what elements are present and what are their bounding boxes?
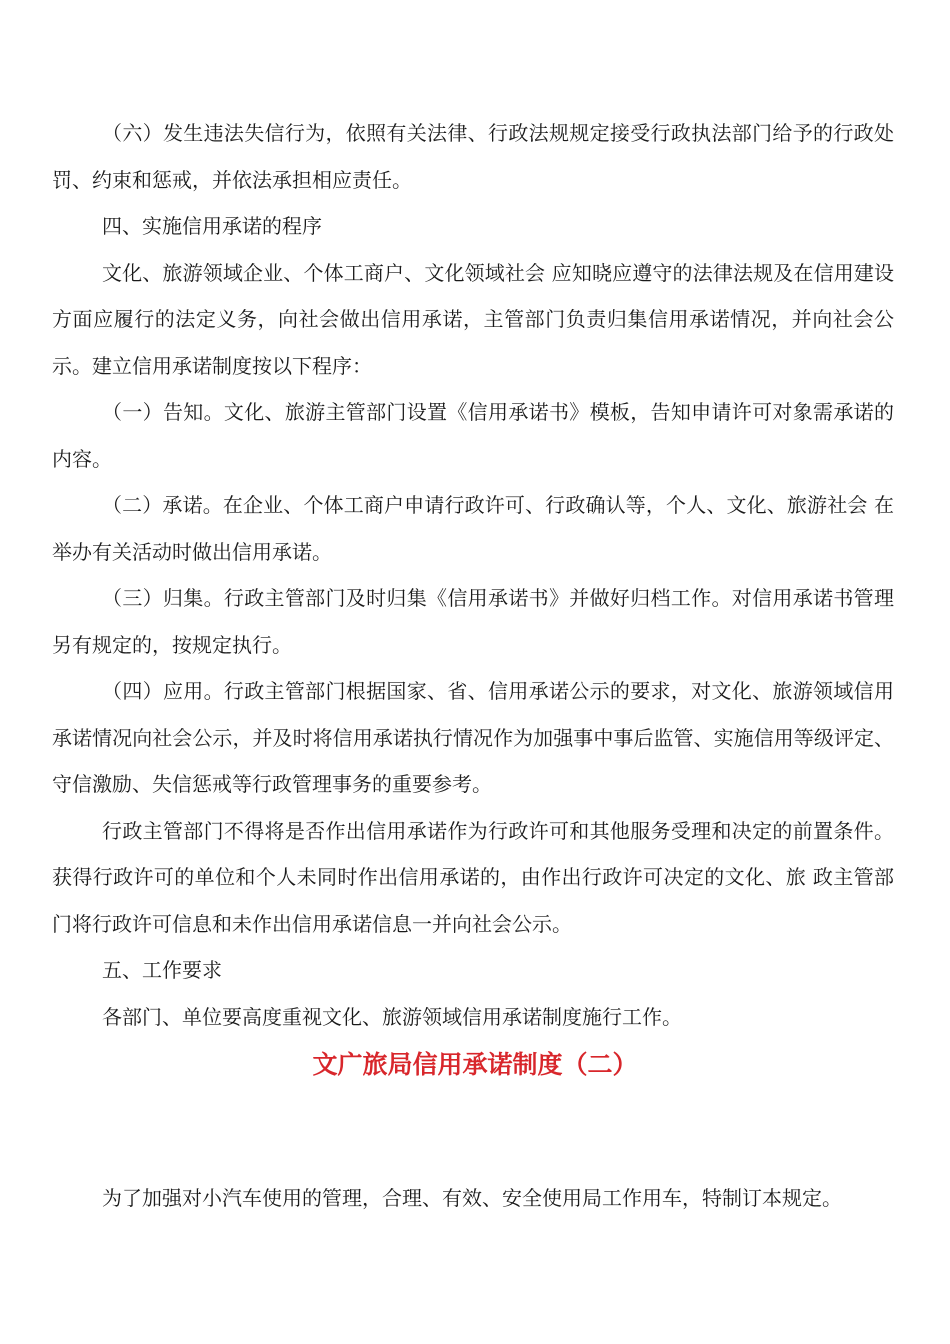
section-heading-requirements: 五、工作要求 bbox=[102, 958, 222, 982]
document-body-second bbox=[52, 1175, 894, 1222]
paragraph-step-inform: （一）告知。文化、旅游主管部门设置《信用承诺书》模板，告知申请许可对象需承诺的内容。 bbox=[52, 400, 894, 471]
paragraph-step-collect: （三）归集。行政主管部门及时归集《信用承诺书》并做好归档工作。对信用承诺书管理另有规定的，按规定执行。 bbox=[52, 586, 894, 657]
paragraph-step-apply: （四）应用。行政主管部门根据国家、省、信用承诺公示的要求，对文化、旅游领域信用承诺情况向社会公示，并及时将信用承诺执行情况作为加强事中事后监管、实施信用等级评定、守信激励、失信惩戒等行政管理事务的重要参考。 bbox=[52, 679, 894, 796]
section-heading-procedure: 四、实施信用承诺的程序 bbox=[102, 214, 322, 238]
document-body bbox=[52, 110, 894, 1040]
section-title: 文广旅局信用承诺制度（二） bbox=[312, 1050, 638, 1079]
paragraph-requirements: 各部门、单位要高度重视文化、旅游领域信用承诺制度施行工作。 bbox=[102, 1004, 682, 1029]
paragraph-item-6: （六）发生违法失信行为，依照有关法律、行政法规规定接受行政执法部门给予的行政处罚、约束和惩戒，并依法承担相应责任。 bbox=[52, 121, 894, 192]
paragraph-precondition: 行政主管部门不得将是否作出信用承诺作为行政许可和其他服务受理和决定的前置条件。获得行政许可的单位和个人未同时作出信用承诺的，由作出行政许可决定的文化、旅 政主管部门将行政许可信息和未作出信用承诺信息一并向社会公示。 bbox=[52, 818, 894, 936]
paragraph-step-commit: （二）承诺。在企业、个体工商户申请行政许可、行政确认等，个人、文化、旅游社会 在举办有关活动时做出信用承诺。 bbox=[52, 493, 894, 564]
paragraph-procedure-intro: 文化、旅游领域企业、个体工商户、文化领域社会 应知晓应遵守的法律法规及在信用建设方面应履行的法定义务，向社会做出信用承诺，主管部门负责归集信用承诺情况，并向社会公示。建立信用承诺制度按以下程序： bbox=[52, 260, 894, 378]
paragraph-vehicle-intro: 为了加强对小汽车使用的管理，合理、有效、安全使用局工作用车，特制订本规定。 bbox=[102, 1186, 842, 1210]
